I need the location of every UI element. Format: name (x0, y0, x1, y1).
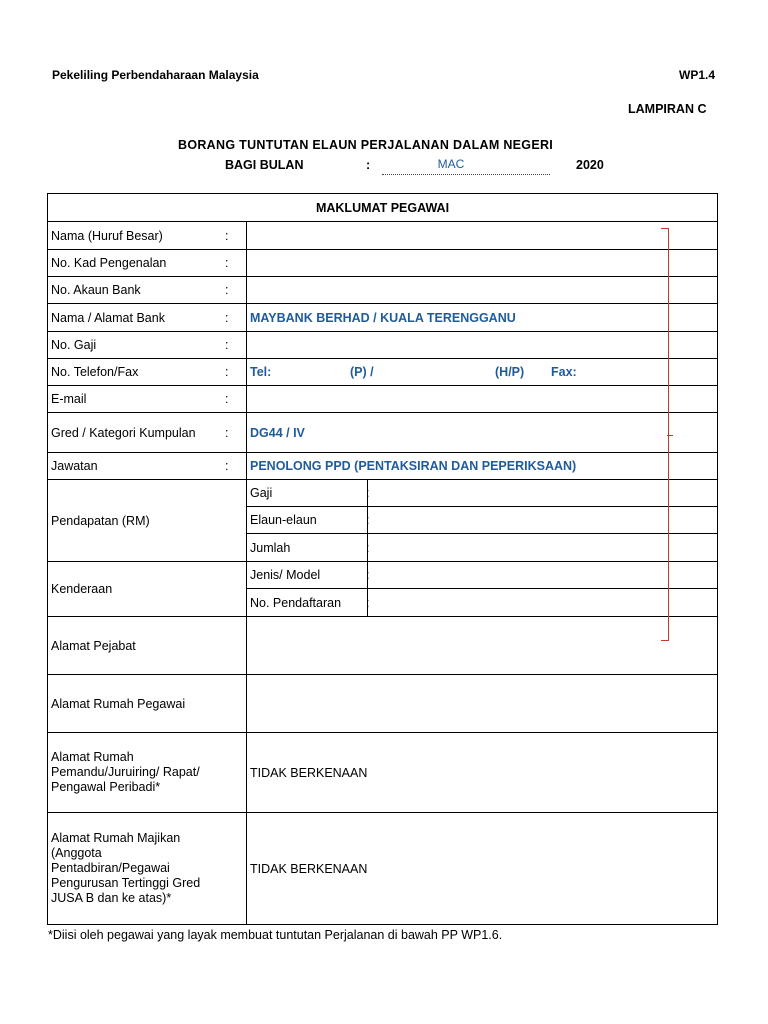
value-gred[interactable]: DG44 / IV (247, 413, 718, 453)
row-email[interactable] (48, 386, 718, 413)
month-label: BAGI BULAN (225, 158, 304, 172)
row-kad[interactable] (48, 250, 718, 277)
section-title: MAKLUMAT PEGAWAI (48, 194, 718, 222)
row-kenderaan-jenis[interactable] (48, 562, 718, 589)
footnote: *Diisi oleh pegawai yang layak membuat tuntutan Perjalanan di bawah PP WP1.6. (48, 928, 503, 942)
row-alamat-pemandu[interactable] (48, 733, 718, 813)
row-jawatan[interactable] (48, 453, 718, 480)
fax-label: Fax: (551, 365, 577, 379)
value-jawatan[interactable]: PENOLONG PPD (PENTAKSIRAN DAN PEPERIKSAAN) (247, 453, 718, 480)
row-alamat-pejabat[interactable] (48, 617, 718, 675)
label-gaji-no: No. Gaji : (48, 332, 247, 359)
label-alamat-pemandu: Alamat Rumah Pemandu/Juruiring/ Rapat/ Pengawal Peribadi* (48, 733, 247, 813)
officer-info-table (47, 193, 718, 925)
label-email: E-mail : (48, 386, 247, 413)
month-colon: : (366, 158, 371, 172)
value-kad[interactable] (247, 250, 718, 277)
value-gaji-no[interactable] (247, 332, 718, 359)
label-income-salary: Gaji : (247, 480, 368, 507)
label-vehicle-registration: No. Pendaftaran : (247, 589, 368, 617)
value-email[interactable] (247, 386, 718, 413)
label-telefon: No. Telefon/Fax : (48, 359, 247, 386)
row-akaun[interactable] (48, 277, 718, 304)
label-alamat-majikan: Alamat Rumah Majikan (Anggota Pentadbiran/Pegawai Pengurusan Tertinggi Gred JUSA B dan ke atas)* (48, 813, 247, 925)
label-alamat-pejabat: Alamat Pejabat (48, 617, 247, 675)
value-alamat-rumah[interactable] (247, 675, 718, 733)
document-code: WP1.4 (679, 68, 716, 82)
row-telefon[interactable] (48, 359, 718, 386)
tel-label: Tel: (250, 365, 272, 379)
row-nama[interactable] (48, 222, 718, 250)
row-gaji-no[interactable] (48, 332, 718, 359)
mobile-phone-label: (H/P) (495, 365, 525, 379)
label-kenderaan: Kenderaan (48, 562, 247, 617)
row-alamat-majikan[interactable] (48, 813, 718, 925)
row-gred[interactable] (48, 413, 718, 453)
value-nama[interactable] (247, 222, 718, 250)
month-value: MAC (437, 157, 465, 171)
row-bank[interactable] (48, 304, 718, 332)
section-row (48, 194, 718, 222)
label-alamat-rumah: Alamat Rumah Pegawai (48, 675, 247, 733)
value-alamat-pemandu[interactable]: TIDAK BERKENAAN (247, 733, 718, 813)
label-income-total: Jumlah : (247, 534, 368, 562)
row-alamat-rumah[interactable] (48, 675, 718, 733)
value-telefon[interactable] (247, 359, 718, 386)
office-phone-label: (P) / (350, 365, 374, 379)
label-jawatan: Jawatan : (48, 453, 247, 480)
red-bracket-tick (667, 435, 673, 436)
value-bank[interactable]: MAYBANK BERHAD / KUALA TERENGGANU (247, 304, 718, 332)
appendix-label: LAMPIRAN C (628, 102, 707, 116)
row-pendapatan-gaji[interactable] (48, 480, 718, 507)
label-nama: Nama (Huruf Besar) : (48, 222, 247, 250)
value-alamat-majikan[interactable]: TIDAK BERKENAAN (247, 813, 718, 925)
label-vehicle-model: Jenis/ Model : (247, 562, 368, 589)
label-bank: Nama / Alamat Bank : (48, 304, 247, 332)
circular-title: Pekeliling Perbendaharaan Malaysia (52, 68, 259, 82)
year-value: 2020 (576, 158, 604, 172)
value-akaun[interactable] (247, 277, 718, 304)
label-income-allowance: Elaun-elaun : (247, 507, 368, 534)
value-alamat-pejabat[interactable] (247, 617, 718, 675)
label-gred: Gred / Kategori Kumpulan : (48, 413, 247, 453)
label-kad: No. Kad Pengenalan : (48, 250, 247, 277)
label-akaun: No. Akaun Bank : (48, 277, 247, 304)
form-title: BORANG TUNTUTAN ELAUN PERJALANAN DALAM NEGERI (178, 138, 554, 152)
month-field[interactable] (382, 157, 550, 175)
label-pendapatan: Pendapatan (RM) (48, 480, 247, 562)
